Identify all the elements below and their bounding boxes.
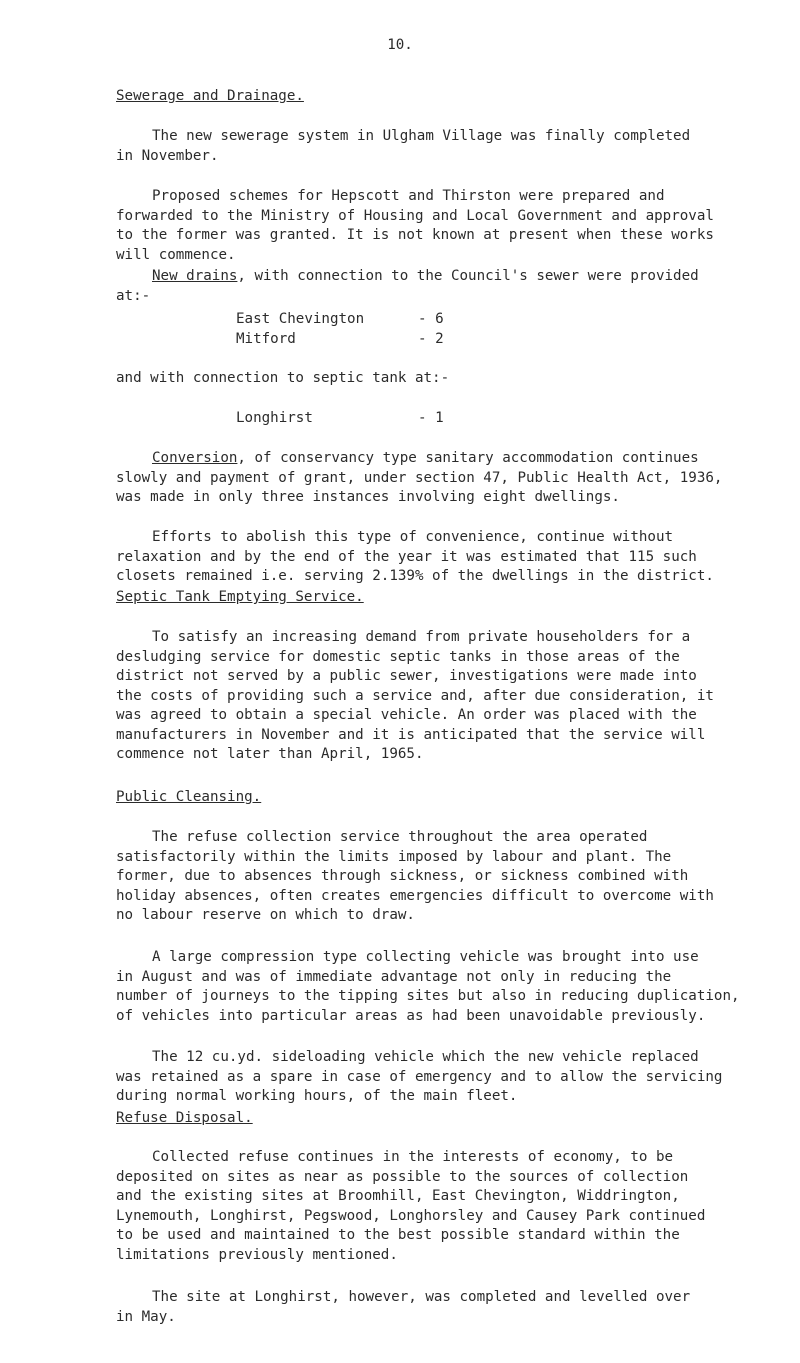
- document-page: 10. Sewerage and Drainage. The new sewerage system in Ulgham Village was finally completed in November. Proposed schemes for Hepscott and Thirston were prepared and forwarded to the Ministry of Housing and Local Government and approval to the former was granted. It is not known at present when these works will commence. New drains, with connection to the Council's sewer were provided at:- East Chevington - 6 Mitford - 2 and with connection to septic tank at:- Longhirst - 1 Conversion, of conservancy type sanitary accommodation continues slowly and payment of grant, under section 47, Public Health Act, 1936, was made in only three instances involving eight dwellings. Efforts to abolish this type of convenience, continue without relaxation and by the end of the year it was estimated that 115 such closets remained i.e. serving 2.139% of the dwellings in the district. Septic Tank Emptying Service. To satisfy an increasing demand from private householders for a desludging service for domestic septic tanks in those areas of the district not served by a public sewer, investigations were made into the costs of providing such a service and, after due consideration, it was agreed to obtain a special vehicle. An order was placed with the manufacturers in November and it is anticipated that the service will commence not later than April, 1965. Public Cleansing. The refuse collection service throughout the area operated satisfactorily within the limits imposed by labour and plant. The former, due to absences through sickness, or sickness combined with holiday absences, often creates emergencies difficult to overcome with no labour reserve on which to draw. A large compression type collecting vehicle was brought into use in August and was of immediate advantage not only in reducing the number of journeys to the tipping sites but also in reducing duplication, of vehicles into particular areas as had been unavoidable previously. The 12 cu.yd. sideloading vehicle which the new vehicle replaced was retained as a spare in case of emergency and to allow the servicing during normal working hours, of the main fleet. Refuse Disposal. Collected refuse continues in the interests of economy, to be deposited on sites as near as possible to the sources of collection and the existing sites at Broomhill, East Chevington, Widdrington, Lynemouth, Longhirst, Pegswood, Longhorsley and Causey Park continued to be used and maintained to the best possible standard within the limitations previously mentioned. The site at Longhirst, however, was completed and levelled over in May.: [0, 0, 800, 1363]
- heading-public-cleansing: Public Cleansing.: [116, 789, 262, 805]
- paragraph-collected-refuse: Collected refuse continues in the interests of economy, to be deposited on sites as near as possible to the sources of collection and the existing sites at Broomhill, East Chevington, Widdrington, Lynemouth, Longhirst, Pegswood, Longhorsley and Causey Park continued to be used and maintained to the best possible standard within the limitations previously mentioned.: [116, 1149, 706, 1263]
- heading-refuse-disposal: Refuse Disposal.: [116, 1110, 253, 1126]
- heading-septic-tank: Septic Tank Emptying Service.: [116, 589, 364, 605]
- paragraph-proposed-schemes: Proposed schemes for Hepscott and Thirston were prepared and forwarded to the Ministry of Housing and Local Government and approval to the former was granted. It is not known at present when these works will commence.: [116, 188, 714, 263]
- paragraph-compression-vehicle: A large compression type collecting vehicle was brought into use in August and was of immediate advantage not only in reducing the number of journeys to the tipping sites but also in reducing duplication, of vehicles into particular areas as had been unavoidable previously.: [116, 949, 740, 1024]
- paragraph-sideloading-vehicle: The 12 cu.yd. sideloading vehicle which the new vehicle replaced was retained as a spare in case of emergency and to allow the servicing during normal working hours, of the main fleet.: [116, 1049, 723, 1104]
- paragraph-septic-connection: and with connection to septic tank at:-: [116, 370, 450, 386]
- paragraph-refuse-collection: The refuse collection service throughout the area operated satisfactorily within the limits imposed by labour and plant. The former, due to absences through sickness, or sickness combined with holiday absences, often creates emergencies difficult to overcome with no labour reserve on which to draw.: [116, 829, 714, 923]
- heading-sewerage: Sewerage and Drainage.: [116, 88, 304, 104]
- paragraph-conversion: Conversion, of conservancy type sanitary accommodation continues slowly and payment of grant, under section 47, Public Health Act, 1936, was made in only three instances involving eight dwellings.: [116, 450, 723, 505]
- paragraph-sewerage-completed: The new sewerage system in Ulgham Village was finally completed in November.: [116, 128, 691, 164]
- page-number: 10.: [387, 37, 413, 53]
- paragraph-longhirst-site: The site at Longhirst, however, was completed and levelled over in May.: [116, 1289, 691, 1325]
- paragraph-new-drains: New drains, with connection to the Council's sewer were provided at:-: [116, 268, 699, 304]
- paragraph-septic-service: To satisfy an increasing demand from private householders for a desludging service for domestic septic tanks in those areas of the district not served by a public sewer, investigations were made into the costs of providing such a service and, after due consideration, it was agreed to obtain a special vehicle. An order was placed with the manufacturers in November and it is anticipated that the service will commence not later than April, 1965.: [116, 629, 714, 762]
- paragraph-abolish-efforts: Efforts to abolish this type of convenience, continue without relaxation and by the end of the year it was estimated that 115 such closets remained i.e. serving 2.139% of the dwellings in the district.: [116, 529, 714, 584]
